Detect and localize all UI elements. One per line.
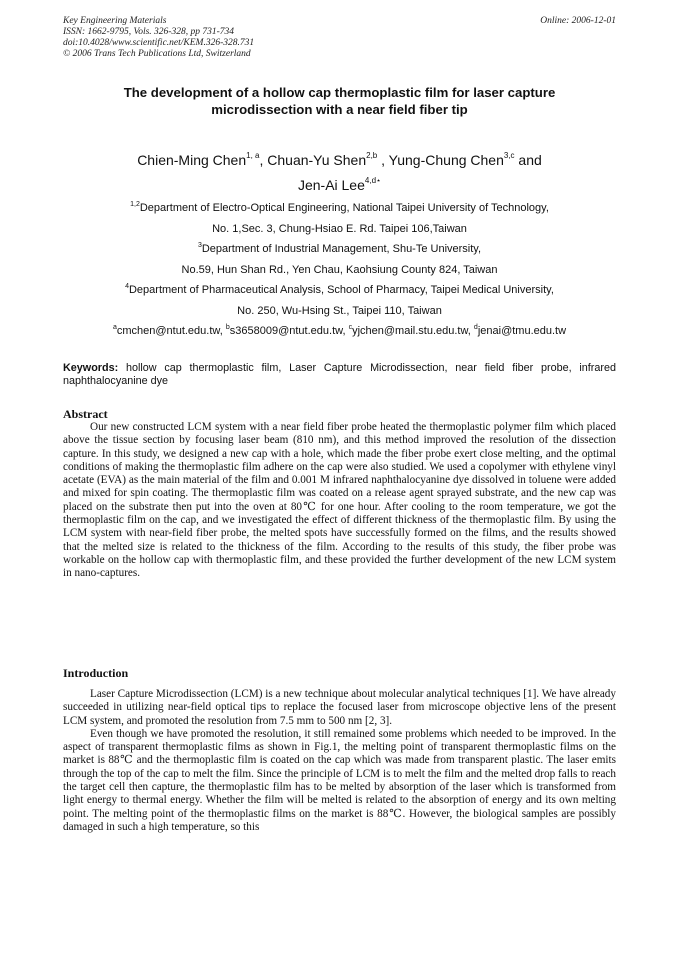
email-address: cmchen@ntut.edu.tw, [116, 325, 226, 337]
author-name: Chien-Ming Chen [137, 152, 247, 168]
affil-marker: 4 [125, 283, 129, 290]
keywords [63, 362, 616, 388]
online-date: Online: 2006-12-01 [540, 16, 616, 26]
abstract-body [63, 421, 616, 581]
author-line-1 [63, 148, 616, 173]
author-affil-marker: 2,b [366, 151, 378, 160]
introduction-heading: Introduction [63, 666, 129, 680]
affil-text: Department of Pharmaceutical Analysis, School of Pharmacy, Taipei Medical University, [128, 284, 554, 296]
email-marker: d [473, 324, 478, 331]
affiliation-line [63, 301, 616, 322]
journal-doi: doi:10.4028/www.scientific.net/KEM.326-328.731 [63, 38, 255, 48]
affil-text: No.59, Hun Shan Rd., Yen Chau, Kaohsiung County 824, Taiwan [181, 263, 498, 276]
email-address: s3658009@ntut.edu.tw, [229, 325, 349, 337]
email-address: yjchen@mail.stu.edu.tw, [352, 325, 474, 337]
affil-marker: 3 [197, 242, 202, 249]
affiliation-line [63, 280, 616, 301]
author-affil-marker: 3,c [503, 151, 515, 160]
author-affil-marker: 4,d⋆ [364, 176, 382, 185]
email-marker: a [112, 324, 117, 331]
email-marker: b [225, 324, 230, 331]
keywords-label: Keywords: [63, 362, 119, 374]
introduction-paragraph: Even though we have promoted the resolution, it still remained some problems which needed to be improved. In the aspect of transparent thermoplastic films as shown in Fig.1, the melting point of transparent thermoplastic films on the market is 88℃ and the thermoplastic film is coated on the cap which was made from transparent plastic. The laser emits through the top of the cap to melt the film. Since the principle of LCM is to melt the film and the melted drop falls to reach the target cell then capture, the thermoplastic film has to be melted by absorption of the laser which is transformed from light energy to thermal energy. Whether the film will be melted is related to the absorption of energy and its own melting point. The melting point of the thermoplastic films on the market is 88℃. However, the biological samples are possibly damaged in such a high temperature, so this [63, 727, 616, 833]
affiliation-line [63, 198, 616, 219]
email-line [63, 321, 616, 342]
journal-name: Key Engineering Materials [63, 16, 167, 26]
affiliation-line [63, 219, 616, 240]
journal-copyright: © 2006 Trans Tech Publications Ltd, Switzerland [63, 49, 251, 59]
email-address: jenai@tmu.edu.tw [477, 325, 567, 337]
journal-header [63, 16, 616, 60]
paper-title-line-1: The development of a hollow cap thermoplastic film for laser capture [123, 85, 556, 100]
author-affil-marker: 1, a [246, 151, 260, 160]
introduction-paragraph: Laser Capture Microdissection (LCM) is a new technique about molecular analytical techniques [1]. We have already succeeded in utilizing near-field optical tips to replace the focused laser from microscope objective lens of the present LCM system, and promoted the resolution from 7.5 mm to 500 nm [2, 3]. [63, 688, 616, 727]
journal-issn: ISSN: 1662-9795, Vols. 326-328, pp 731-734 [63, 27, 234, 37]
author-separator: , [259, 152, 268, 168]
author-separator: and [514, 152, 542, 168]
affiliation-line [63, 260, 616, 281]
author-list [63, 148, 616, 198]
affil-text: No. 250, Wu-Hsing St., Taipei 110, Taiwan [237, 304, 442, 317]
author-separator: , [377, 152, 389, 168]
paper-title [63, 84, 616, 118]
abstract-heading: Abstract [63, 407, 108, 421]
affiliation-line [63, 239, 616, 260]
introduction-body [63, 688, 616, 834]
paper-title-line-2: microdissection with a near field fiber tip [211, 102, 468, 117]
author-line-2 [63, 173, 616, 198]
affil-text: Department of Industrial Management, Shu-Te University, [201, 243, 482, 255]
author-name: Yung-Chung Chen [388, 152, 504, 168]
abstract-paragraph: Our new constructed LCM system with a near field fiber probe heated the thermoplastic polymer film which placed above the tissue section by focusing laser beam (810 nm), and this method improved the resolution of the dissection capture. In this study, we designed a new cap with a hole, which made the fiber probe exert close melting, and the optimal conditions of making the thermoplastic film adhere on the cap were also studied. We used a copolymer with ethylene vinyl acetate (EVA) as the main material of the film and 0.001 M infrared naphthalocyanine dye dissolved in toluene were added and mixed for spin coating. The thermoplastic film was coated on a release agent sprayed substrate, and the new cap was placed on the substrate then put into the oven at 80℃ for one hour. After cooling to the room temperature, we got the thermoplastic film on the cap, and we investigated the effect of different thickness of the thermoplastic film. By using the LCM system with near-field fiber probe, the melted spots have successfully formed on the films, and the results showed that the melted size is related to the thickness of the film. According to the results of this study, the fiber probe was workable on the hollow cap with thermoplastic film, and these provided the further development of the new LCM system in nano-captures. [63, 421, 616, 580]
affil-text: Department of Electro-Optical Engineering, National Taipei University of Technology, [139, 202, 549, 214]
keywords-text: hollow cap thermoplastic film, Laser Capture Microdissection, near field fiber probe, infrared naphthalocyanine dye [63, 362, 616, 387]
affil-text: No. 1,Sec. 3, Chung-Hsiao E. Rd. Taipei 106,Taiwan [212, 222, 467, 235]
affil-marker: 1,2 [130, 201, 140, 208]
affiliation-list [63, 198, 616, 342]
email-marker: c [348, 324, 353, 331]
author-name: Jen-Ai Lee [297, 177, 365, 193]
author-name: Chuan-Yu Shen [267, 152, 367, 168]
